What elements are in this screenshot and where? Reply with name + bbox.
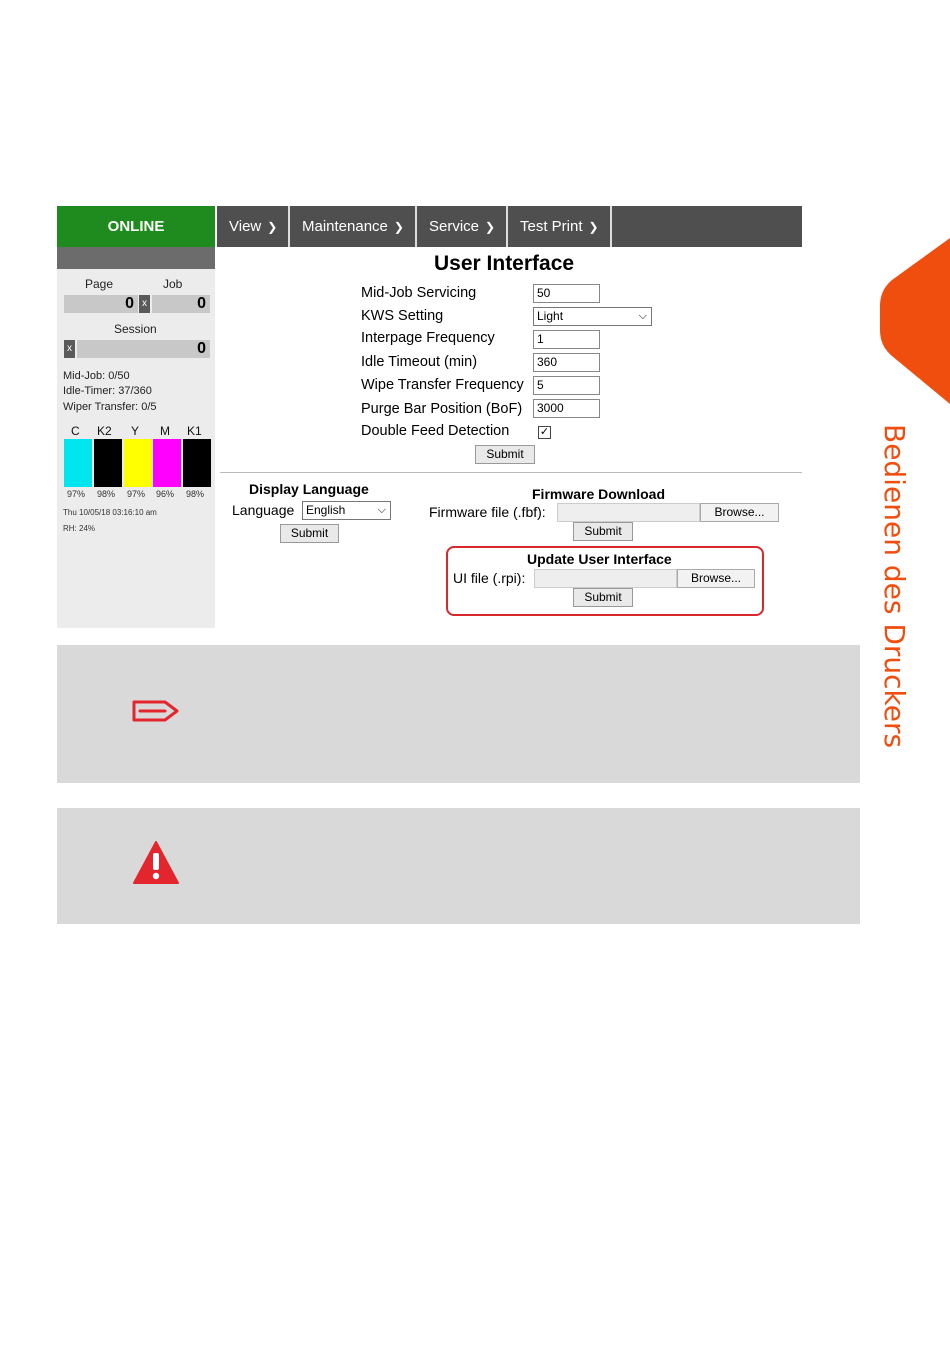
ink-label-c: C <box>71 424 80 438</box>
ink-level-y: 97% <box>127 489 146 499</box>
ui-file-input[interactable] <box>534 569 677 588</box>
mid-job-servicing-input[interactable]: 50 <box>533 284 600 303</box>
humidity: RH: 24% <box>63 524 96 533</box>
stat-wiper-transfer: Wiper Transfer: 0/5 <box>63 401 157 413</box>
page-label: Page <box>85 277 114 291</box>
ink-bar-k2 <box>94 439 122 487</box>
ink-label-y: Y <box>131 424 140 438</box>
kws-setting-select[interactable] <box>533 307 652 326</box>
ui-file-label: UI file (.rpi): <box>453 570 526 586</box>
nav-bar <box>217 206 802 247</box>
wipe-transfer-frequency-input[interactable]: 5 <box>533 376 600 395</box>
display-language-title: Display Language <box>249 481 369 497</box>
chevron-down-icon: ❯ <box>267 219 278 234</box>
kws-setting-value: Light <box>537 309 564 323</box>
status-sidebar <box>57 247 215 628</box>
submit-ui-file-button[interactable]: Submit <box>573 588 633 607</box>
language-value: English <box>306 503 346 517</box>
page-title: User Interface <box>434 252 575 275</box>
label-kws-setting: KWS Setting <box>361 308 444 324</box>
label-wipe-transfer-frequency: Wipe Transfer Frequency <box>361 377 524 393</box>
label-purge-bar-position: Purge Bar Position (BoF) <box>361 401 523 417</box>
nav-service[interactable] <box>417 206 508 247</box>
page-counter: 0 <box>64 295 138 313</box>
note-box <box>57 645 860 783</box>
purge-bar-position-input[interactable]: 3000 <box>533 399 600 418</box>
session-label: Session <box>114 322 157 336</box>
ink-level-m: 96% <box>156 489 175 499</box>
nav-view-label: View <box>229 218 262 235</box>
clear-session-button[interactable]: x <box>64 340 75 358</box>
ink-bar-y <box>124 439 152 487</box>
ink-label-m: M <box>160 424 170 438</box>
idle-timeout-input[interactable]: 360 <box>533 353 600 372</box>
label-double-feed-detection: Double Feed Detection <box>361 423 510 439</box>
language-label: Language <box>232 502 295 518</box>
status-online: ONLINE <box>57 206 215 247</box>
job-label: Job <box>163 277 183 291</box>
chevron-down-icon: ❯ <box>485 219 496 234</box>
submit-firmware-button[interactable]: Submit <box>573 522 633 541</box>
ink-bar-m <box>153 439 181 487</box>
nav-maintenance[interactable] <box>290 206 417 247</box>
job-counter: 0 <box>152 295 210 313</box>
interpage-frequency-input[interactable]: 1 <box>533 330 600 349</box>
section-divider <box>220 472 802 473</box>
firmware-file-input[interactable] <box>557 503 700 522</box>
submit-settings-button[interactable]: Submit <box>475 445 535 464</box>
firmware-browse-button[interactable]: Browse... <box>700 503 779 522</box>
stat-idle-timer: Idle-Timer: 37/360 <box>63 385 152 397</box>
update-ui-title: Update User Interface <box>527 551 672 567</box>
chevron-down-icon: ❯ <box>393 219 404 234</box>
nav-test-print-label: Test Print <box>520 218 583 235</box>
nav-service-label: Service <box>429 218 480 235</box>
language-select[interactable] <box>302 501 391 520</box>
chevron-down-icon: ❯ <box>588 219 599 234</box>
firmware-download-title: Firmware Download <box>532 486 666 502</box>
sidebar-header-bar <box>57 247 215 269</box>
timestamp: Thu 10/05/18 03:16:10 am <box>63 508 157 517</box>
chevron-down-icon: ⌵ <box>638 310 647 322</box>
ink-label-k1: K1 <box>187 424 202 438</box>
ink-bar-k1 <box>183 439 211 487</box>
label-interpage-frequency: Interpage Frequency <box>361 330 495 346</box>
warning-box <box>57 808 860 924</box>
stat-mid-job: Mid-Job: 0/50 <box>63 370 130 382</box>
label-idle-timeout: Idle Timeout (min) <box>361 354 478 370</box>
ui-browse-button[interactable]: Browse... <box>677 569 755 588</box>
ink-bar-c <box>64 439 92 487</box>
ink-label-k2: K2 <box>97 424 112 438</box>
clear-page-button[interactable]: x <box>139 295 150 313</box>
nav-maintenance-label: Maintenance <box>302 218 388 235</box>
note-pointer-icon <box>131 699 181 723</box>
firmware-file-label: Firmware file (.fbf): <box>429 504 546 520</box>
nav-test-print[interactable] <box>508 206 612 247</box>
side-section-title <box>871 424 911 749</box>
session-counter: 0 <box>77 340 210 358</box>
nav-view[interactable] <box>217 206 290 247</box>
double-feed-detection-checkbox[interactable]: ✓ <box>539 426 550 438</box>
printer-ui-screenshot <box>57 206 802 628</box>
ink-level-k2: 98% <box>97 489 116 499</box>
section-tab-marker <box>880 232 950 404</box>
label-mid-job-servicing: Mid-Job Servicing <box>361 285 477 301</box>
submit-language-button[interactable]: Submit <box>280 524 339 543</box>
chevron-down-icon: ⌵ <box>377 504 386 516</box>
warning-icon <box>132 840 180 885</box>
ink-level-c: 97% <box>67 489 86 499</box>
side-section-title-text: Bedienen des Druckers <box>878 424 911 749</box>
ink-level-k1: 98% <box>186 489 205 499</box>
